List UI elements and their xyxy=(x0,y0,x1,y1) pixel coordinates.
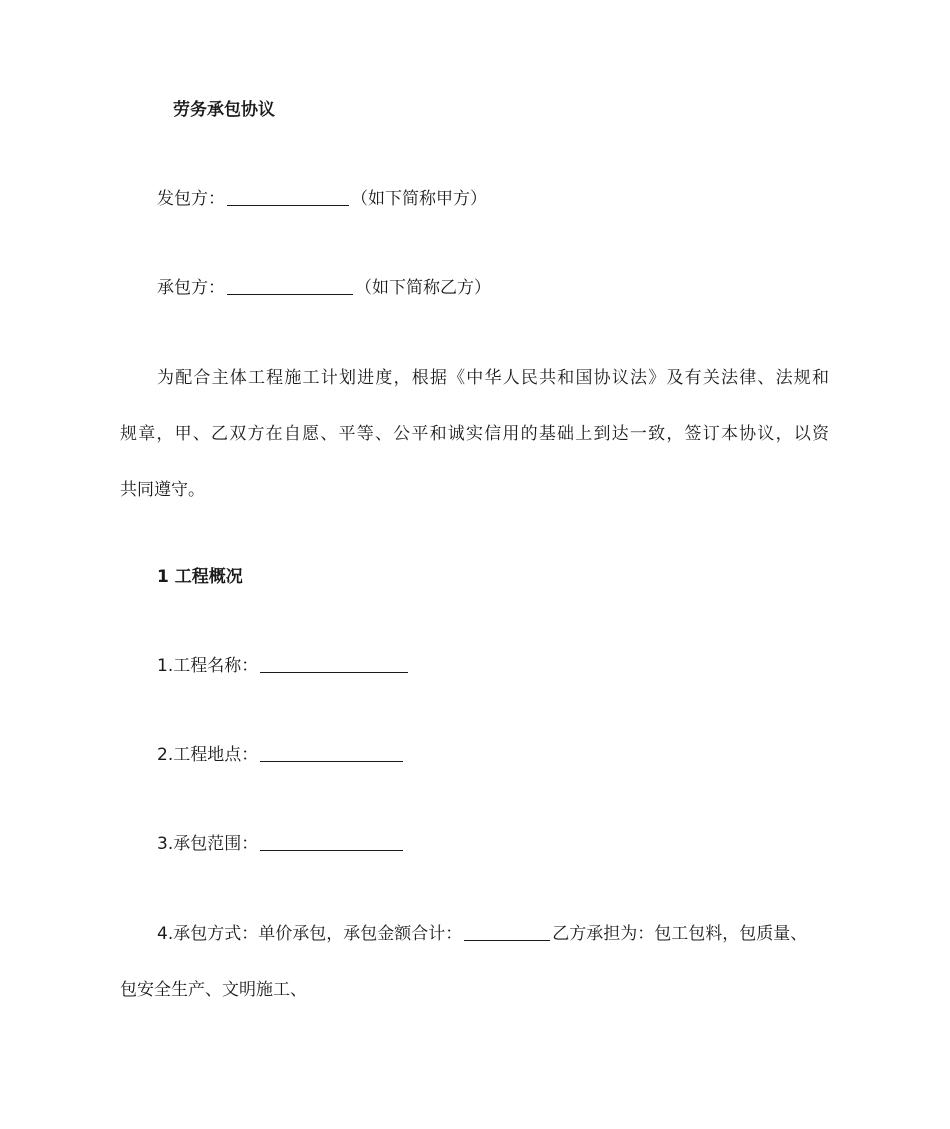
project-name-blank xyxy=(260,655,408,673)
contract-scope-blank xyxy=(260,833,403,851)
contract-amount-blank xyxy=(464,923,550,941)
section-1-heading: 1 工程概况 xyxy=(157,567,243,587)
party-a-line xyxy=(157,187,487,211)
party-b-note: （如下简称乙方） xyxy=(355,278,491,298)
preamble-line-3: 共同遵守。 xyxy=(120,480,205,500)
party-b-label: 承包方： xyxy=(157,278,225,298)
item-contract-scope-label: 3.承包范围： xyxy=(157,834,259,854)
preamble-line-1: 为配合主体工程施工计划进度，根据《中华人民共和国协议法》及有关法律、法规和 xyxy=(157,368,829,388)
item-contract-method-suffix: 乙方承担为：包工包料，包质量、 xyxy=(552,924,808,944)
preamble-line-2: 规章，甲、乙双方在自愿、平等、公平和诚实信用的基础上到达一致，签订本协议，以资 xyxy=(120,424,829,444)
item-project-name xyxy=(157,654,410,678)
party-a-blank xyxy=(227,188,349,206)
item-project-name-label: 1.工程名称： xyxy=(157,656,259,676)
party-a-label: 发包方： xyxy=(157,189,225,209)
item-contract-method-line-2: 包安全生产、文明施工、 xyxy=(120,980,307,1000)
item-contract-method-prefix: 4.承包方式：单价承包，承包金额合计： xyxy=(157,924,463,944)
party-b-line xyxy=(157,276,491,300)
party-a-note: （如下简称甲方） xyxy=(351,189,487,209)
item-project-location xyxy=(157,743,405,767)
item-project-location-label: 2.工程地点： xyxy=(157,745,259,765)
item-contract-method xyxy=(157,922,807,946)
item-contract-scope xyxy=(157,832,405,856)
document-title: 劳务承包协议 xyxy=(173,100,275,120)
project-location-blank xyxy=(260,744,403,762)
party-b-blank xyxy=(227,277,353,295)
